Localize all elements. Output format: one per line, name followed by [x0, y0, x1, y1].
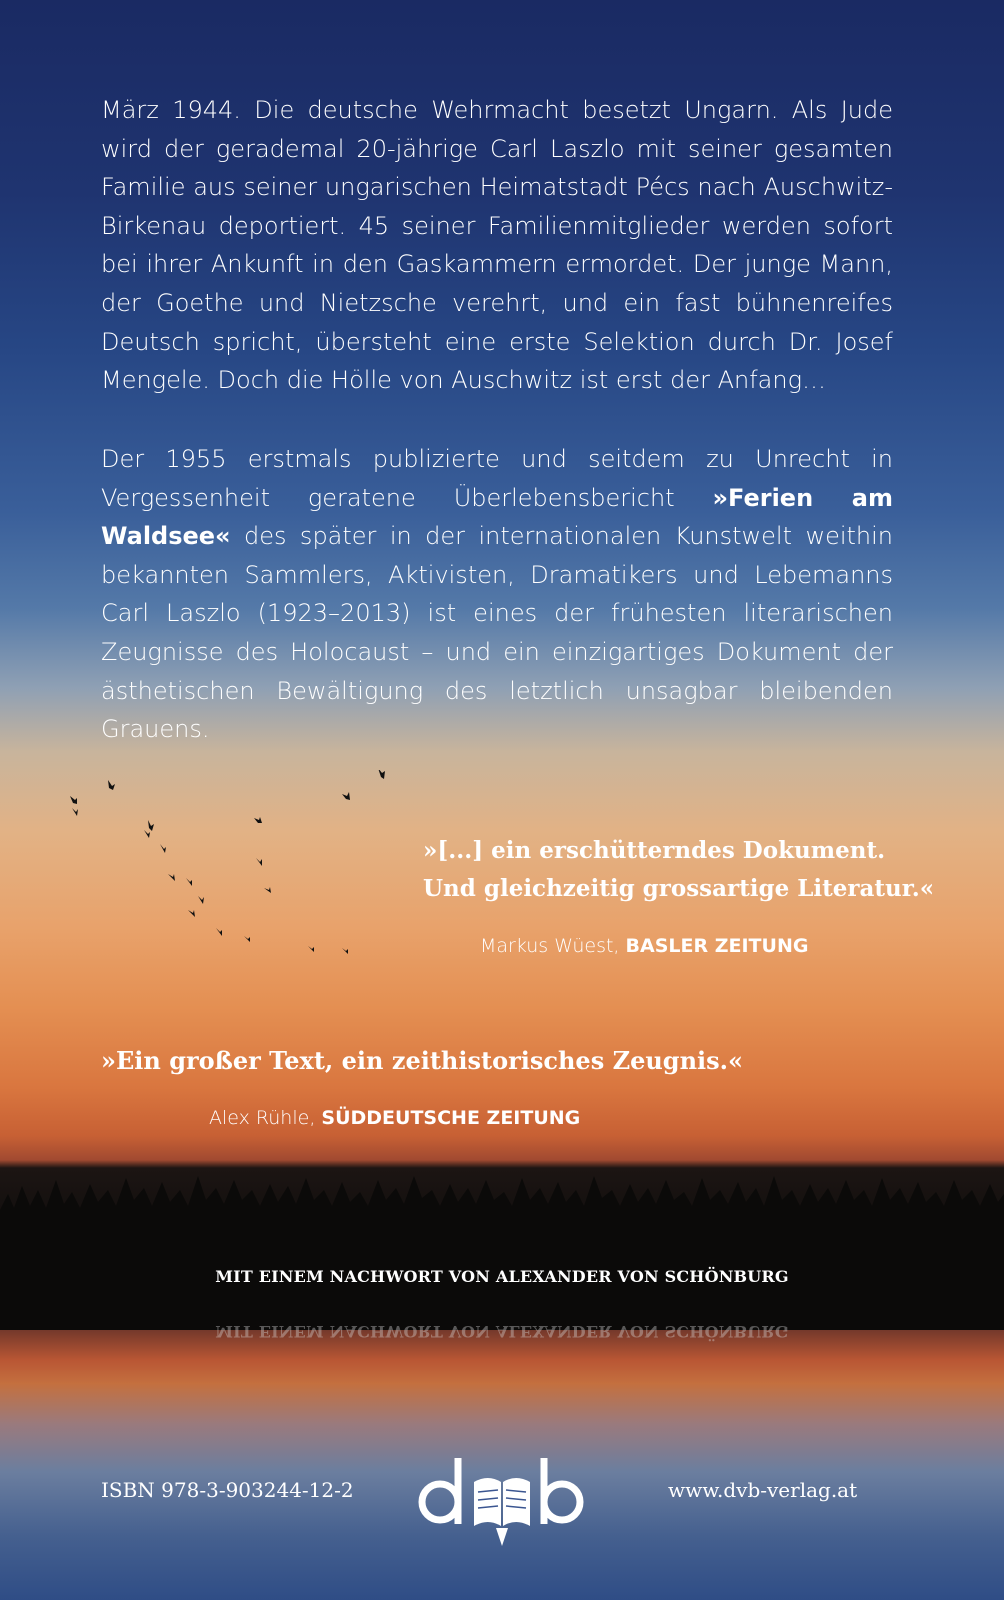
- isbn-number: ISBN 978-3-903244-12-2: [101, 1478, 354, 1502]
- review-attribution-2: [209, 1106, 580, 1130]
- blurb-paragraph-2-start: Der 1955 erstmals publizierte und seitdem zu Unrecht in Vergessenheit geratene Überlebensbericht: [101, 445, 893, 512]
- reviewer-name-2: Alex Rühle,: [209, 1107, 316, 1129]
- blurb-paragraph-1: März 1944. Die deutsche Wehrmacht besetzt Ungarn. Als Jude wird der gerademal 20-jährige Carl Laszlo mit seiner gesamten Familie aus seiner ungarischen Heimatstadt Pécs nach Auschwitz-Birkenau deportiert. 45 seiner Familienmitglieder werden sofort bei ihrer Ankunft in den Gaskammern ermordet. Der junge Mann, der Goethe und Nietzsche verehrt, und ein fast bühnenreifes Deutsch spricht, übersteht eine erste Selektion durch Dr. Josef Mengele. Doch die Hölle von Auschwitz ist erst der Anfang…: [101, 96, 893, 395]
- reviewer-name-1: Markus Wüest,: [480, 935, 620, 957]
- afterword-note-reflection: MIT EINEM NACHWORT VON ALEXANDER VON SCHÖNBURG: [215, 1322, 789, 1341]
- dvb-book-logo-icon: [412, 1448, 592, 1548]
- forest-silhouette-icon: [0, 1150, 1004, 1330]
- publisher-website: www.dvb-verlag.at: [668, 1478, 858, 1502]
- flying-birds-icon: [60, 770, 390, 970]
- blurb-paragraph-2: [101, 440, 893, 749]
- review-quote-2: »Ein großer Text, ein zeithistorisches Zeugnis.«: [101, 1046, 744, 1075]
- newspaper-name-2: SÜDDEUTSCHE ZEITUNG: [321, 1107, 581, 1129]
- book-title: »Ferien am Waldsee«: [101, 483, 893, 551]
- afterword-note: MIT EINEM NACHWORT VON ALEXANDER VON SCHÖNBURG: [215, 1267, 789, 1286]
- blurb-paragraph-2-end: des später in der internationalen Kunstwelt weithin bekannten Sammlers, Aktivisten, Dramatikers und Lebemanns Carl Laszlo (1923–2013) ist eines der frühesten literarischen Zeugnisse des Holocaust – und ein einzigartiges Dokument der ästhetischen Bewältigung des letztlich unsagbar bleibenden Grauens.: [101, 522, 893, 744]
- review-attribution-1: [480, 934, 808, 958]
- newspaper-name-1: BASLER ZEITUNG: [625, 935, 809, 957]
- review-quote-1: [423, 832, 934, 908]
- review-quote-1-line-2: Und gleichzeitig grossartige Literatur.«: [423, 875, 935, 902]
- review-quote-1-line-1: »[...] ein erschütterndes Dokument.: [423, 837, 886, 864]
